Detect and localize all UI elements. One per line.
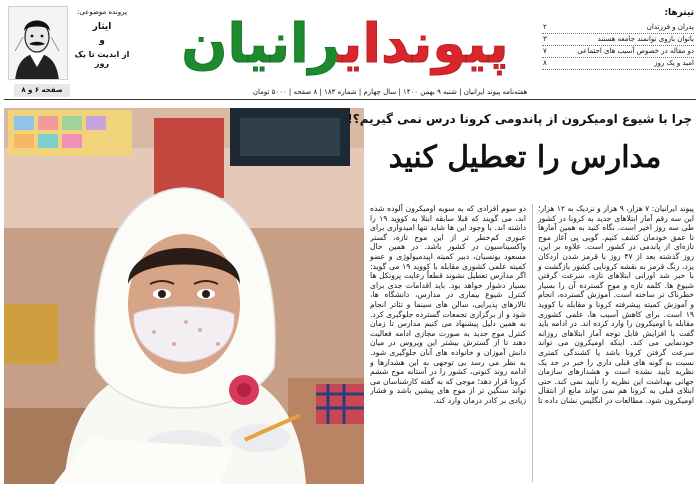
teaser-box[interactable]	[8, 6, 134, 94]
portrait-sketch-icon	[8, 7, 67, 80]
headline-item-text: امید و یک روز	[654, 59, 694, 67]
teaser-title: از ابدیت تا یک روز	[74, 50, 130, 68]
teaser-name: ایثار	[92, 22, 112, 32]
headline-item-text: پدران و فرزندان	[646, 23, 694, 31]
headline-item-page: ۳	[543, 35, 547, 43]
teaser-page-ref: صفحه ۶ و ۸	[14, 84, 70, 97]
student-illustration	[4, 108, 364, 484]
headline-item[interactable]	[542, 58, 694, 70]
issue-dateline: هفته‌نامه پیوند ایرانیان | شنبه ۹ بهمن ۱۴۰۰ | سال چهارم | شماره ۱۸۳ | ۸ صفحه | ۵۰۰۰ تومان	[252, 88, 528, 96]
headlines-box	[542, 8, 694, 92]
article-body: پیوند ایرانیان: ۷ هزار، ۹ هزار و نزدیک به ۱۲ هزار؛ این سه رقم آمار ابتلاهای جدید به کرونا در کشور طی سه روز اخیر است. نگاه کنید به همین آمارها تا عمق خودمان کشف کنیم. گوبی پی آغاز موج تازه‌ای از پاندمی در کشور است. علاوه بر این، روز گذشته بعد از ۴۷ روز با قرمز شدن اردکان یزد، رنگ قرمز به نقشه کرونایی کشور بازگشت و با خبر شد اورانی ابتلاهای تازه، سرعت گرفتن شیوع ها. کلمه تازه و موج گسترده آن را بسیار خطرناک تر ساخته است. آموزش گسترده، انجام و آموزش کمیته پیشرفته کرونا و مقابله با کووید ۱۹ است. برای کاهش آسیب ها، علمی کشوری مقابله با اومیکرون را وارد کرده اند. در ادامه باید گفت با افزایش قابل توجه آمار ابتلاهای روزانه خودنمایی می کند. اینکه اومیکرون می تواند سرعت گرفتن کرونا باشد یا کشندگی کمتری نسبت به گونه های قبلی داری را خبر در حد یک نظریه تأیید نشده است و هشدارهای سازمان جهانی بهداشت این نظریه را تأیید نمی کند. حتی ابتلای قبلی به کرونا هم نمی تواند مانع از انتقال اومیکرون شود. مطالعات در انگلیس نشان داده تا دو سوم افرادی که به سویه اومیکرون آلوده شده اند، می گویند که قبلا سابقه ابتلا به کووید ۱۹ را داشته اند. با وجود این ها شاید تنها امیدواری برای عبوری کم‌خطر تر از این موج تازه، گستر واکسیناسیون در کشور باشد. در همین حال مسعود یونسیان، دبیر کمیته اپیدمیولوژی و عضو کمیته علمی کشوری مقابله با کووید ۱۹ می گوید: اگر مدارس تعطیل نشوند قطعاً رعایت پروتکل ها بسیار دشوار خواهد بود. باید اقدامات جدی برای کنترل شیوع بیماری در مدارس، دانشگاه ها، تالارهای پذیرایی، سالن های سینما و تئاتر انجام شود و از برگزاری تجمعات گسترده جلوگیری کرد. به همین دلیل پیشنهاد می کنیم مدارس تا زمان کنترل موج جدید به صورت مجازی ادامه فعالیت دهند تا از گسترش بیشتر این ویروس در میان دانش آموزان و خانواده های آنان جلوگیری شود. به نظر می رسد بی توجهی به این هشدارها و ادامه روند کنونی، کشور را در آستانه موج ششم کرونا قرار دهد؛ موجی که به گفته کارشناسان می تواند سنگین تر از موج های پیشین باشد و فشار زیادی بر کادر درمان وارد کند.	[370, 204, 694, 405]
portrait-image	[8, 6, 68, 80]
masthead-divider	[4, 99, 696, 100]
headline-item-page: ۸	[543, 59, 547, 67]
headline-item-text: دو مقاله در خصوص آسیب های اجتماعی	[577, 47, 694, 55]
headline-item-page: ۷	[543, 47, 547, 55]
headline-item[interactable]	[542, 46, 694, 58]
newspaper-logo[interactable]	[150, 8, 540, 80]
article-headline[interactable]: مدارس را تعطیل کنید	[388, 140, 662, 175]
headline-item[interactable]	[542, 34, 694, 46]
headline-item-page: ۲	[543, 23, 547, 31]
article-kicker: چرا با شیوع اومیکرون از پاندومی کرونا درس نمی گیریم؟!	[347, 112, 692, 126]
teaser-label: پرونده موضوعی:	[76, 8, 127, 16]
headline-item[interactable]	[542, 22, 694, 34]
student-photo[interactable]	[4, 108, 364, 484]
headline-item-text: باتوان بازوی توانمند جامعه هستند	[597, 35, 694, 43]
teaser-and: و	[99, 36, 105, 46]
logo-text: پیوندایرانیان	[150, 8, 540, 80]
headlines-title: تیترها:	[664, 8, 694, 18]
